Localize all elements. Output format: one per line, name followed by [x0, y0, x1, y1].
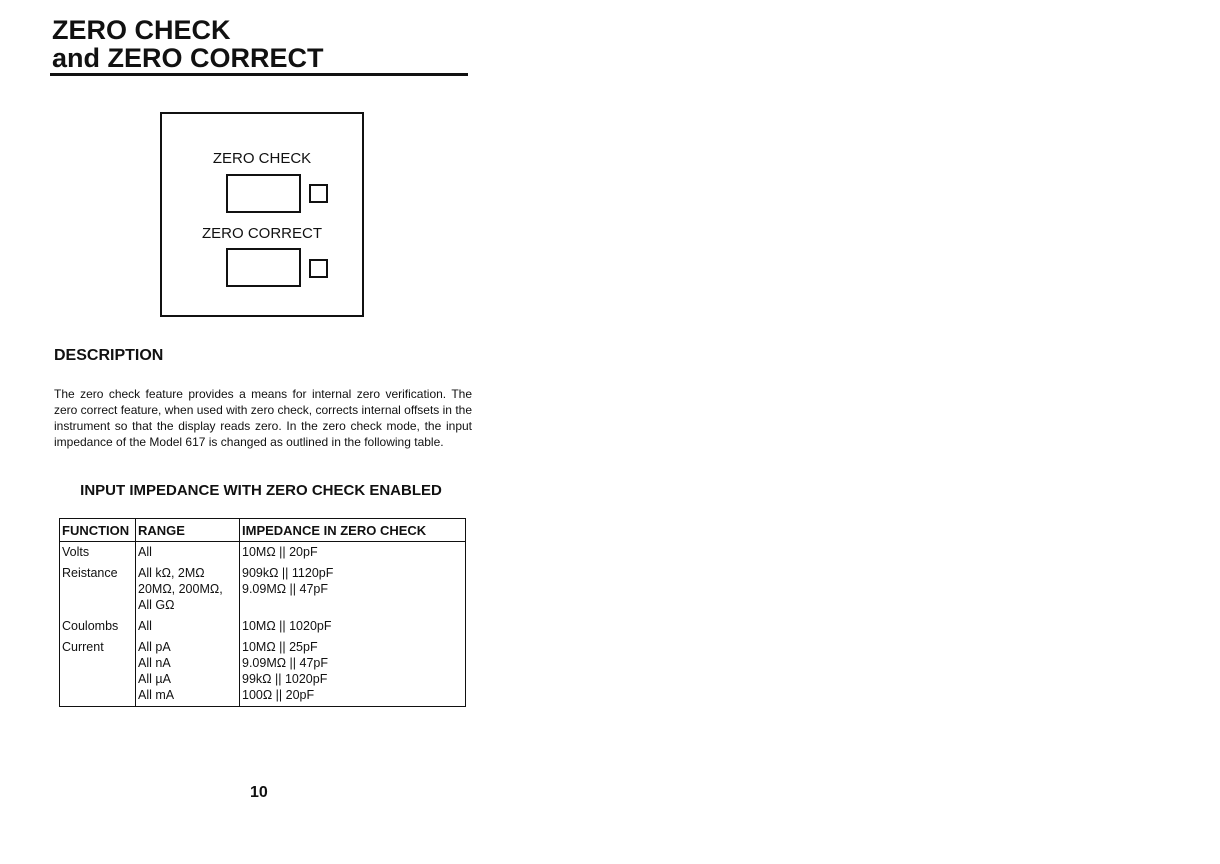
range-cell: [136, 542, 240, 564]
range-value: All pA: [138, 640, 171, 654]
range-value: All: [138, 619, 152, 633]
table-row: [60, 542, 466, 564]
zero-correct-indicator-icon: [309, 259, 328, 278]
table-row: [60, 637, 466, 707]
table-row: [60, 563, 466, 616]
range-value: All: [138, 545, 152, 559]
impedance-value: 9.09MΩ || 47pF: [242, 582, 329, 596]
function-cell: Volts: [60, 542, 136, 564]
range-value: All GΩ: [138, 598, 175, 612]
impedance-value: 100Ω || 20pF: [242, 688, 315, 702]
impedance-value: 10MΩ || 20pF: [242, 545, 318, 559]
range-cell: [136, 563, 240, 616]
title-underline: [50, 73, 468, 76]
title-line-2: and ZERO CORRECT: [52, 43, 324, 73]
table-title: INPUT IMPEDANCE WITH ZERO CHECK ENABLED: [80, 482, 442, 499]
impedance-table: [59, 518, 466, 707]
column-header-impedance: IMPEDANCE IN ZERO CHECK: [240, 519, 466, 542]
range-value: All nA: [138, 656, 171, 670]
page-title: [52, 16, 468, 72]
impedance-value: 10MΩ || 1020pF: [242, 619, 332, 633]
impedance-value: 909kΩ || 1120pF: [242, 566, 334, 580]
impedance-cell: [240, 637, 466, 707]
zero-check-button: [226, 174, 301, 213]
function-cell: Coulombs: [60, 616, 136, 637]
zero-check-label: ZERO CHECK: [212, 150, 312, 167]
range-value: All µA: [138, 672, 171, 686]
front-panel-diagram: [160, 112, 364, 317]
function-cell: Reistance: [60, 563, 136, 616]
column-header-function: FUNCTION: [60, 519, 136, 542]
description-heading: DESCRIPTION: [54, 347, 164, 364]
function-cell: Current: [60, 637, 136, 707]
impedance-value: 9.09MΩ || 47pF: [242, 656, 329, 670]
impedance-cell: [240, 616, 466, 637]
zero-check-indicator-icon: [309, 184, 328, 203]
zero-correct-button: [226, 248, 301, 287]
range-value: All mA: [138, 688, 175, 702]
range-cell: [136, 637, 240, 707]
table-row: [60, 616, 466, 637]
table-header-row: [60, 519, 466, 542]
zero-correct-label: ZERO CORRECT: [202, 225, 322, 242]
description-paragraph: The zero check feature provides a means for internal zero verification. The zero correct feature, when used with zero check, corrects internal offsets in the instrument so that the display reads zero. In the zero check mode, the input impedance of the Model 617 is changed as outlined in the following table.: [54, 387, 472, 449]
impedance-value: 99kΩ || 1020pF: [242, 672, 328, 686]
impedance-cell: [240, 542, 466, 564]
range-value: 20MΩ, 200MΩ,: [138, 582, 223, 596]
range-value: All kΩ, 2MΩ: [138, 566, 205, 580]
title-line-1: ZERO CHECK: [52, 15, 231, 45]
range-cell: [136, 616, 240, 637]
impedance-value: 10MΩ || 25pF: [242, 640, 318, 654]
column-header-range: RANGE: [136, 519, 240, 542]
impedance-cell: [240, 563, 466, 616]
page-number: 10: [250, 784, 268, 801]
